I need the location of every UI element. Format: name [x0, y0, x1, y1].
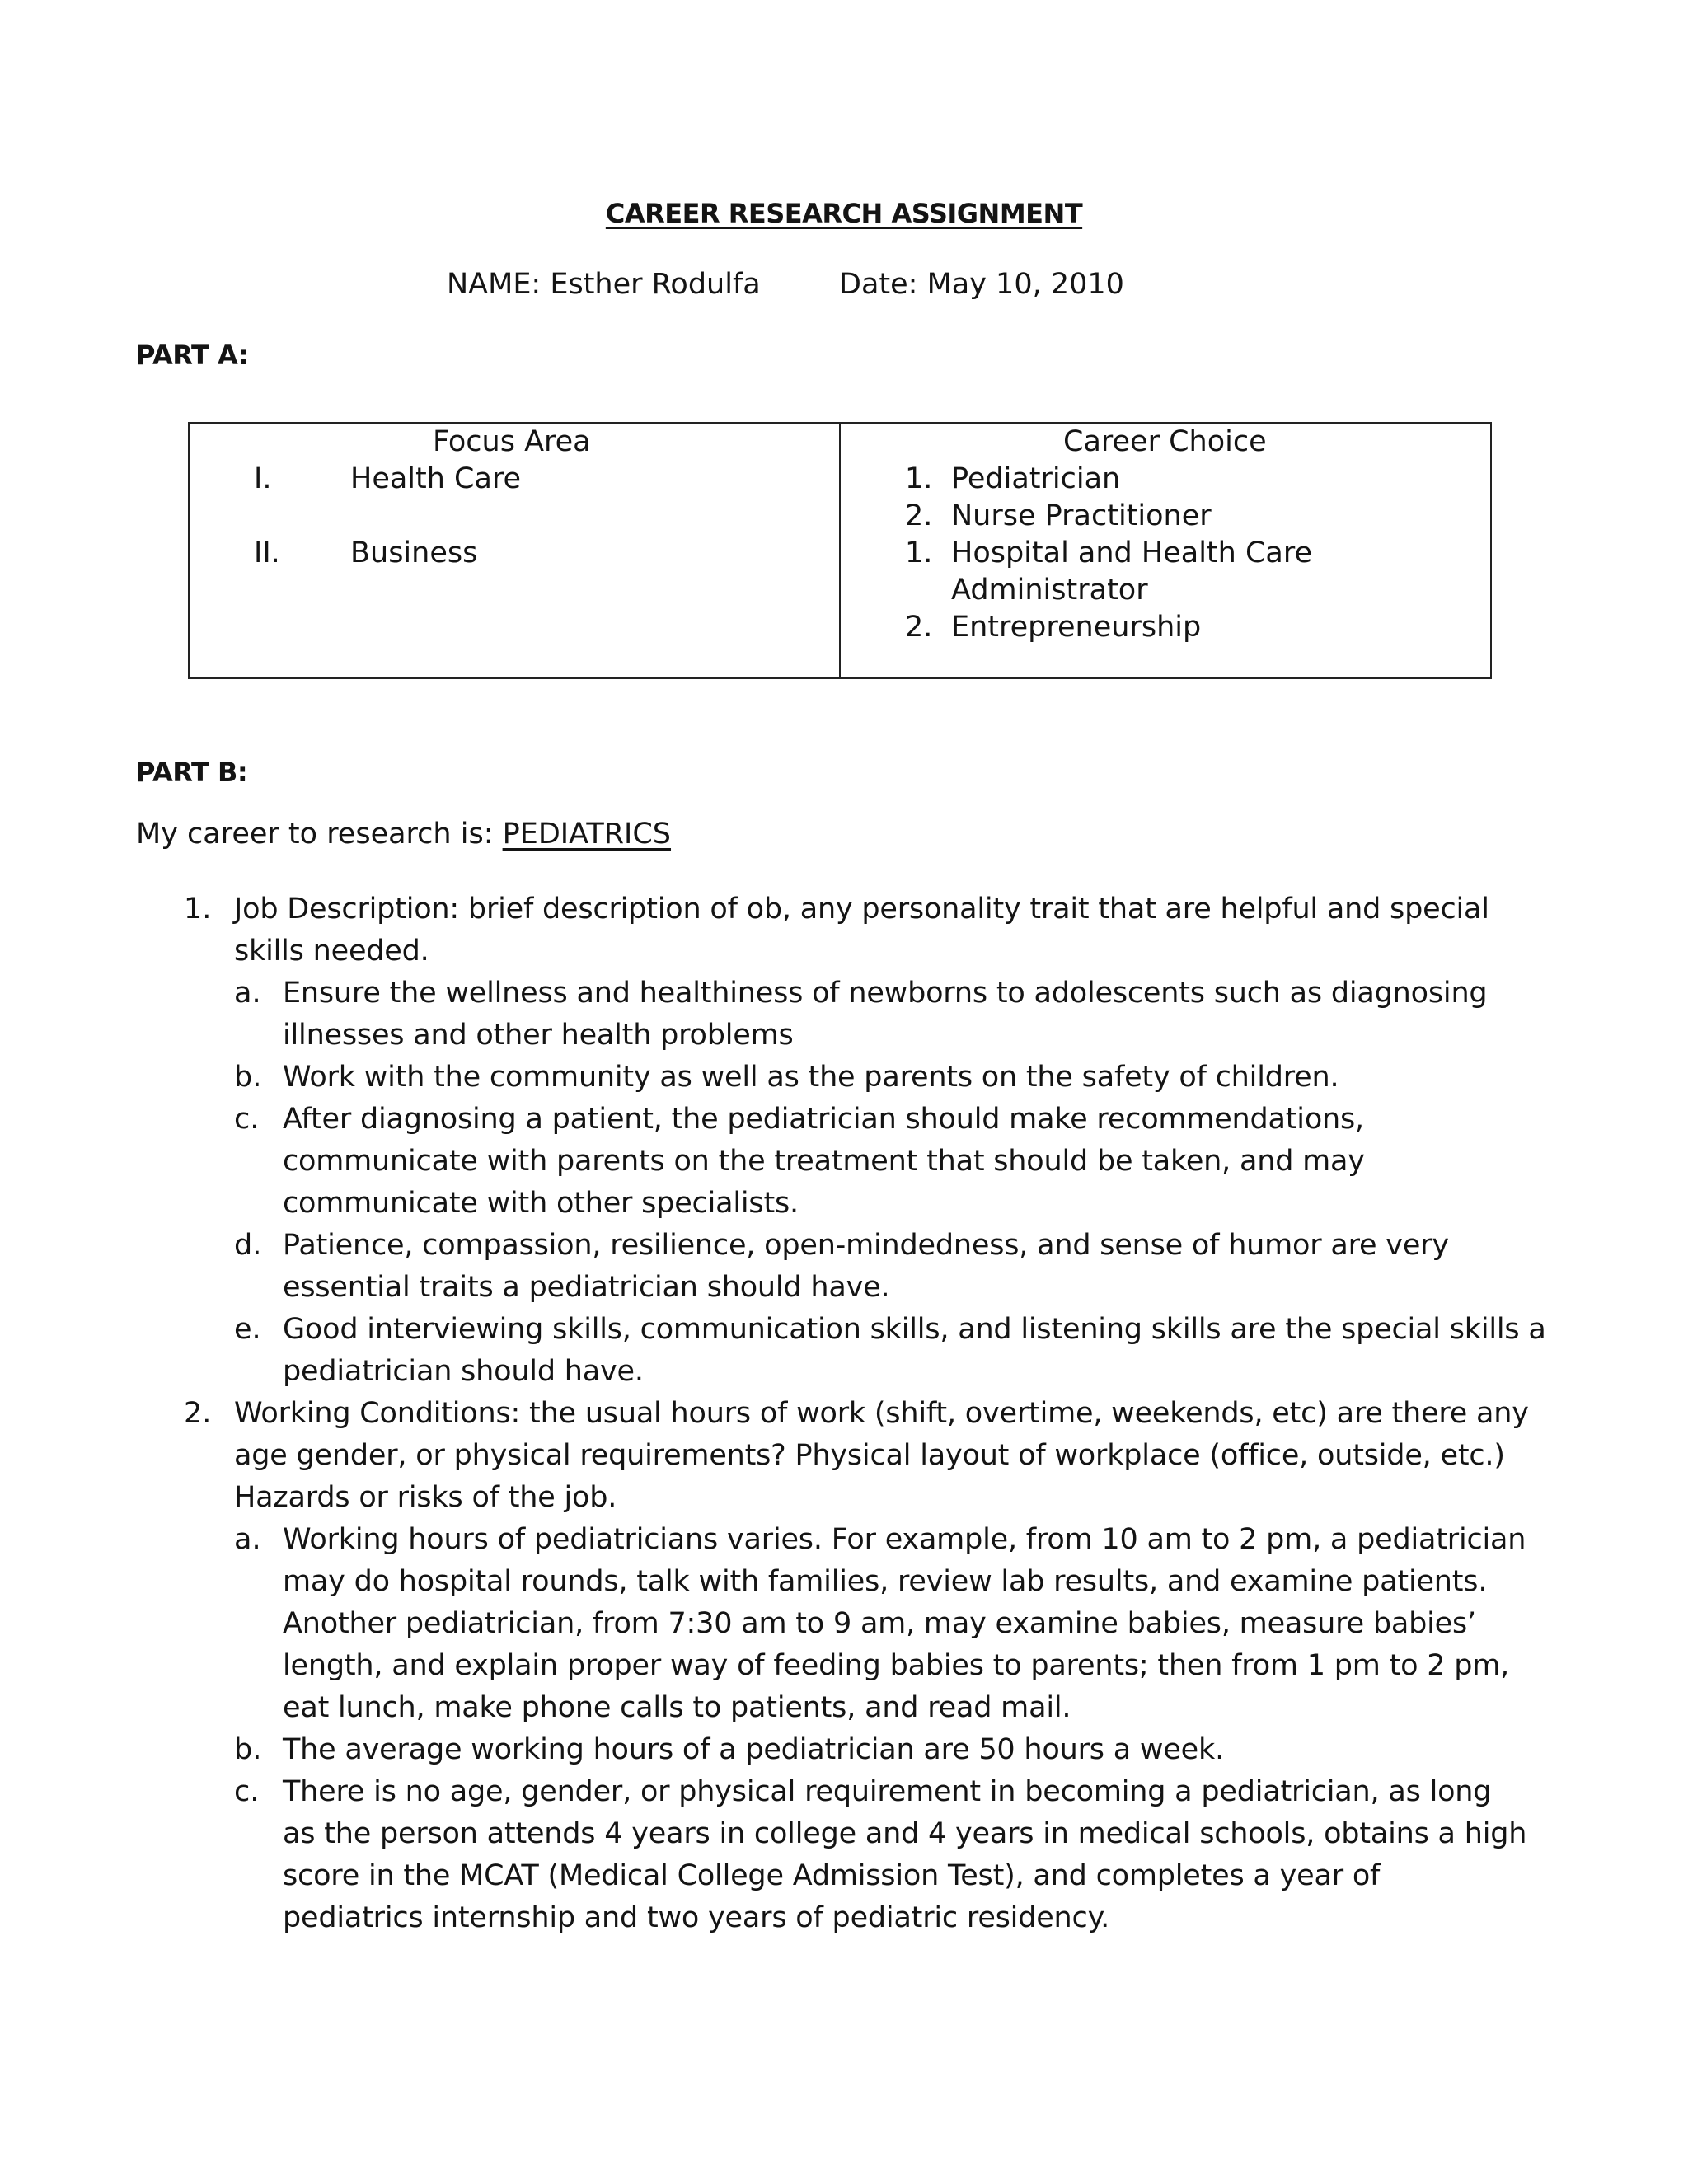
- sublist-item-line: Another pediatrician, from 7:30 am to 9 am, may examine babies, measure babies’: [283, 1607, 1476, 1640]
- sublist-item-line: The average working hours of a pediatrician are 50 hours a week.: [283, 1733, 1225, 1766]
- sublist-item-line: Work with the community as well as the parents on the safety of children.: [283, 1061, 1339, 1094]
- sublist-item-line: as the person attends 4 years in college and 4 years in medical schools, obtains a high: [283, 1817, 1527, 1850]
- sublist-item-line: may do hospital rounds, talk with families, review lab results, and examine patients.: [283, 1565, 1488, 1598]
- focus-area-label: Business: [350, 537, 478, 569]
- focus-area-header: Focus Area: [433, 425, 591, 458]
- list-item-line: skills needed.: [234, 935, 429, 968]
- table-divider: [839, 424, 841, 677]
- sublist-marker: b.: [234, 1733, 262, 1766]
- sublist-item-line: After diagnosing a patient, the pediatrician should make recommendations,: [283, 1103, 1364, 1136]
- sublist-item-line: essential traits a pediatrician should have.: [283, 1271, 890, 1304]
- career-choice-marker: 2.: [905, 611, 933, 644]
- sublist-item-line: score in the MCAT (Medical College Admission Test), and completes a year of: [283, 1859, 1381, 1892]
- career-choice-item: Hospital and Health Care: [951, 537, 1312, 569]
- sublist-item-line: illnesses and other health problems: [283, 1019, 794, 1052]
- sublist-item-line: pediatrician should have.: [283, 1355, 644, 1388]
- sublist-marker: b.: [234, 1061, 262, 1094]
- list-marker: 2.: [184, 1397, 212, 1430]
- sublist-item-line: Patience, compassion, resilience, open-mindedness, and sense of humor are very: [283, 1229, 1449, 1262]
- sublist-item-line: length, and explain proper way of feeding babies to parents; then from 1 pm to 2 pm,: [283, 1649, 1510, 1682]
- career-choice-item: Administrator: [951, 574, 1148, 607]
- career-choice-marker: 1.: [905, 462, 933, 495]
- sublist-item-line: communicate with parents on the treatment that should be taken, and may: [283, 1145, 1365, 1178]
- part-a-label: PART A:: [136, 340, 249, 371]
- focus-area-marker: I.: [254, 462, 272, 495]
- sublist-item-line: Good interviewing skills, communication skills, and listening skills are the special skills a: [283, 1313, 1546, 1346]
- part-b-label: PART B:: [136, 757, 248, 788]
- list-item-line: Hazards or risks of the job.: [234, 1481, 617, 1514]
- focus-career-table: [188, 422, 1492, 679]
- career-choice-marker: 2.: [905, 499, 933, 532]
- sublist-item-line: pediatrics internship and two years of pediatric residency.: [283, 1901, 1110, 1934]
- student-name: NAME: Esther Rodulfa: [447, 268, 761, 301]
- sublist-item-line: communicate with other specialists.: [283, 1187, 799, 1220]
- career-choice-item: Entrepreneurship: [951, 611, 1202, 644]
- assignment-date: Date: May 10, 2010: [839, 268, 1124, 301]
- selected-career: PEDIATRICS: [502, 818, 672, 851]
- sublist-item-line: Ensure the wellness and healthiness of newborns to adolescents such as diagnosing: [283, 977, 1488, 1010]
- sublist-marker: d.: [234, 1229, 262, 1262]
- list-item-line: age gender, or physical requirements? Physical layout of workplace (office, outside, etc.): [234, 1439, 1505, 1472]
- sublist-marker: a.: [234, 1523, 261, 1556]
- career-choice-item: Pediatrician: [951, 462, 1121, 495]
- sublist-item-line: There is no age, gender, or physical requirement in becoming a pediatrician, as long: [283, 1775, 1492, 1808]
- intro-text: My career to research is:: [136, 818, 503, 851]
- sublist-marker: c.: [234, 1103, 260, 1136]
- list-item-line: Job Description: brief description of ob, any personality trait that are helpful and special: [234, 893, 1489, 926]
- sublist-item-line: Working hours of pediatricians varies. For example, from 10 am to 2 pm, a pediatrician: [283, 1523, 1526, 1556]
- career-choice-header: Career Choice: [1063, 425, 1267, 458]
- list-item-line: Working Conditions: the usual hours of work (shift, overtime, weekends, etc) are there any: [234, 1397, 1529, 1430]
- sublist-item-line: eat lunch, make phone calls to patients, and read mail.: [283, 1691, 1071, 1724]
- sublist-marker: e.: [234, 1313, 261, 1346]
- list-marker: 1.: [184, 893, 212, 926]
- sublist-marker: c.: [234, 1775, 260, 1808]
- focus-area-marker: II.: [254, 537, 280, 569]
- document-title: CAREER RESEARCH ASSIGNMENT: [605, 198, 1083, 229]
- focus-area-label: Health Care: [350, 462, 522, 495]
- career-choice-item: Nurse Practitioner: [951, 499, 1212, 532]
- career-intro: [136, 818, 671, 851]
- career-choice-marker: 1.: [905, 537, 933, 569]
- sublist-marker: a.: [234, 977, 261, 1010]
